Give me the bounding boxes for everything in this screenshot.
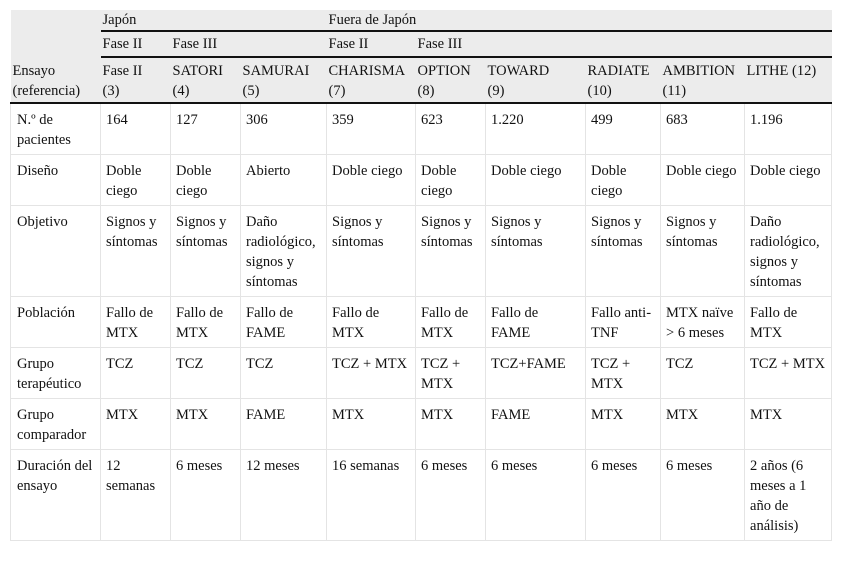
ensayo-header: Ensayo (referencia): [11, 10, 101, 103]
table-row: [11, 155, 832, 206]
table-cell: Signos y síntomas: [101, 206, 171, 297]
table-cell: Doble ciego: [586, 155, 661, 206]
table-cell: 6 meses: [171, 450, 241, 541]
table-cell: TCZ: [241, 348, 327, 399]
table-cell: TCZ + MTX: [586, 348, 661, 399]
table-cell: 6 meses: [586, 450, 661, 541]
study-header: CHARISMA (7): [327, 57, 416, 103]
table-cell: 1.196: [745, 103, 832, 155]
header-row-studies: [11, 57, 832, 103]
study-header: RADIATE (10): [586, 57, 661, 103]
row-label: Diseño: [11, 155, 101, 206]
table-cell: Fallo de MTX: [416, 297, 486, 348]
table-row: [11, 348, 832, 399]
phase-out-iii: Fase III: [416, 31, 832, 57]
table-cell: TCZ + MTX: [745, 348, 832, 399]
table-cell: 359: [327, 103, 416, 155]
row-label: Grupo comparador: [11, 399, 101, 450]
table-cell: FAME: [486, 399, 586, 450]
phase-jp-ii: Fase II: [101, 31, 171, 57]
table-cell: 16 semanas: [327, 450, 416, 541]
group-outside-japan: Fuera de Japón: [327, 10, 832, 31]
row-label: N.º de pacientes: [11, 103, 101, 155]
group-japan: Japón: [101, 10, 327, 31]
table-cell: Doble ciego: [486, 155, 586, 206]
table-cell: MTX naïve > 6 meses: [661, 297, 745, 348]
table-row: [11, 103, 832, 155]
table-cell: Fallo de FAME: [241, 297, 327, 348]
table-cell: 306: [241, 103, 327, 155]
row-label: Objetivo: [11, 206, 101, 297]
table-cell: MTX: [101, 399, 171, 450]
table-cell: 164: [101, 103, 171, 155]
table-cell: Doble ciego: [171, 155, 241, 206]
table-cell: Fallo de FAME: [486, 297, 586, 348]
header-row-region: [11, 10, 832, 31]
table-cell: Signos y síntomas: [586, 206, 661, 297]
table-cell: Signos y síntomas: [327, 206, 416, 297]
table-cell: Daño radiológico, signos y síntomas: [241, 206, 327, 297]
table-cell: TCZ: [101, 348, 171, 399]
table-cell: Fallo de MTX: [171, 297, 241, 348]
table-cell: 127: [171, 103, 241, 155]
table-cell: Fallo anti-TNF: [586, 297, 661, 348]
table-cell: 1.220: [486, 103, 586, 155]
table-cell: 12 meses: [241, 450, 327, 541]
table-cell: Signos y síntomas: [486, 206, 586, 297]
table-cell: MTX: [661, 399, 745, 450]
table-cell: 6 meses: [661, 450, 745, 541]
table-cell: FAME: [241, 399, 327, 450]
table-cell: Fallo de MTX: [327, 297, 416, 348]
study-header: LITHE (12): [745, 57, 832, 103]
table-cell: Doble ciego: [745, 155, 832, 206]
table-cell: Doble ciego: [416, 155, 486, 206]
table-cell: Daño radiológico, signos y síntomas: [745, 206, 832, 297]
trials-table: [10, 10, 832, 541]
study-header: AMBITION (11): [661, 57, 745, 103]
study-header: Fase II (3): [101, 57, 171, 103]
table-cell: MTX: [416, 399, 486, 450]
table-cell: TCZ+FAME: [486, 348, 586, 399]
table-cell: Fallo de MTX: [101, 297, 171, 348]
table-header: [11, 10, 832, 103]
phase-jp-iii: Fase III: [171, 31, 327, 57]
table-cell: MTX: [745, 399, 832, 450]
table-row: [11, 399, 832, 450]
table-row: [11, 297, 832, 348]
table-cell: TCZ + MTX: [416, 348, 486, 399]
study-header: SAMURAI (5): [241, 57, 327, 103]
table-cell: 6 meses: [486, 450, 586, 541]
row-label: Población: [11, 297, 101, 348]
study-header: TOWARD (9): [486, 57, 586, 103]
study-header: SATORI (4): [171, 57, 241, 103]
table-cell: Doble ciego: [661, 155, 745, 206]
table-cell: TCZ: [171, 348, 241, 399]
table-row: [11, 450, 832, 541]
phase-out-ii: Fase II: [327, 31, 416, 57]
table-cell: 12 semanas: [101, 450, 171, 541]
table-cell: Doble ciego: [101, 155, 171, 206]
table-cell: TCZ + MTX: [327, 348, 416, 399]
row-label: Duración del ensayo: [11, 450, 101, 541]
table-cell: Signos y síntomas: [171, 206, 241, 297]
table-cell: 2 años (6 meses a 1 año de análisis): [745, 450, 832, 541]
table-cell: 499: [586, 103, 661, 155]
table-cell: MTX: [327, 399, 416, 450]
table-cell: 683: [661, 103, 745, 155]
table-cell: TCZ: [661, 348, 745, 399]
table-cell: MTX: [586, 399, 661, 450]
table-row: [11, 206, 832, 297]
header-row-phase: [11, 31, 832, 57]
table-cell: Signos y síntomas: [661, 206, 745, 297]
table-cell: 623: [416, 103, 486, 155]
table-cell: Signos y síntomas: [416, 206, 486, 297]
table-cell: 6 meses: [416, 450, 486, 541]
table-cell: MTX: [171, 399, 241, 450]
table-body: [11, 103, 832, 541]
table-cell: Abierto: [241, 155, 327, 206]
row-label: Grupo terapéutico: [11, 348, 101, 399]
table-cell: Doble ciego: [327, 155, 416, 206]
table-cell: Fallo de MTX: [745, 297, 832, 348]
study-header: OPTION (8): [416, 57, 486, 103]
